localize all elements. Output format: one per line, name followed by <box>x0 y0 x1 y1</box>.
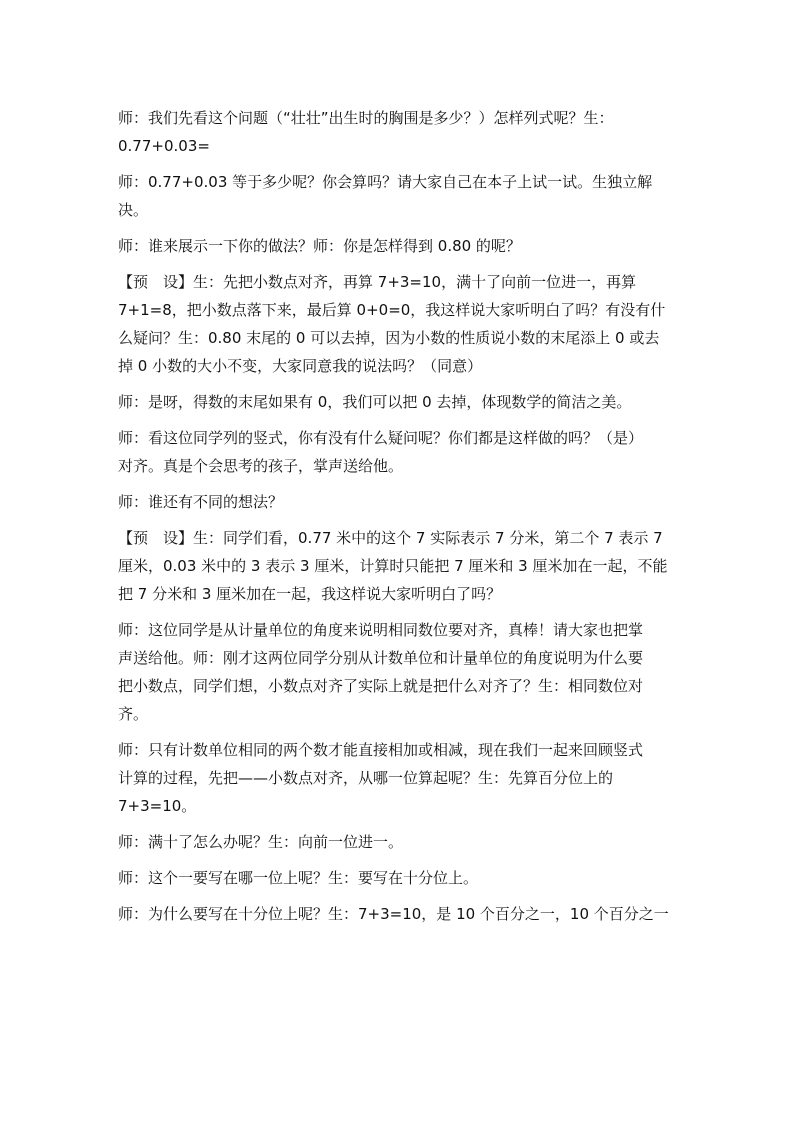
paragraph-4 <box>118 268 678 380</box>
paragraph-2 <box>118 168 678 224</box>
text-line: 7+3=10。 <box>118 797 197 815</box>
text-line: 【预 设】生：同学们看，0.77 米中的这个 7 实际表示 7 分米，第二个 7 表示 7 <box>118 529 663 547</box>
text-line: 把小数点，同学们想，小数点对齐了实际上就是把什么对齐了？生：相同数位对 <box>118 677 644 695</box>
paragraph-12 <box>118 864 678 892</box>
text-line: 7+1=8，把小数点落下来，最后算 0+0=0，我这样说大家听明白了吗？有没有什 <box>118 301 666 319</box>
text-line: 师：看这位同学列的竖式，你有没有什么疑问呢？你们都是这样做的吗？（是） <box>118 429 644 447</box>
text-line: 师：我们先看这个问题（“壮壮”出生时的胸围是多少？）怎样列式呢？生： <box>118 109 614 127</box>
paragraph-7 <box>118 488 678 516</box>
text-line: 0.77+0.03= <box>118 137 210 155</box>
paragraph-10 <box>118 736 678 820</box>
text-line: 掉 0 小数的大小不变，大家同意我的说法吗？（同意） <box>118 357 483 375</box>
text-line: 声送给他。师：刚才这两位同学分别从计数单位和计量单位的角度说明为什么要 <box>118 649 644 667</box>
text-line: 决。 <box>118 201 149 219</box>
paragraph-5 <box>118 388 678 416</box>
text-line: 师：谁来展示一下你的做法？师：你是怎样得到 0.80 的呢？ <box>118 237 521 255</box>
paragraph-1 <box>118 104 678 160</box>
text-line: 师：只有计数单位相同的两个数才能直接相加或相减，现在我们一起来回顾竖式 <box>118 741 644 759</box>
paragraph-6 <box>118 424 678 480</box>
paragraph-13 <box>118 900 678 928</box>
text-line: 师：这位同学是从计量单位的角度来说明相同数位要对齐，真棒！请大家也把掌 <box>118 621 644 639</box>
text-line: 厘米，0.03 米中的 3 表示 3 厘米，计算时只能把 7 厘米和 3 厘米加在一起，不能 <box>118 557 668 575</box>
text-line: 对齐。真是个会思考的孩子，掌声送给他。 <box>118 457 404 475</box>
paragraph-8 <box>118 524 678 608</box>
text-line: 齐。 <box>118 705 149 723</box>
text-line: 师：是呀，得数的末尾如果有 0，我们可以把 0 去掉，体现数学的简洁之美。 <box>118 393 632 411</box>
text-line: 把 7 分米和 3 厘米加在一起，我这样说大家听明白了吗？ <box>118 585 502 603</box>
document-body <box>118 104 678 936</box>
text-line: 师：这个一要写在哪一位上呢？生：要写在十分位上。 <box>118 869 479 887</box>
text-line: 么疑问？生：0.80 末尾的 0 可以去掉，因为小数的性质说小数的末尾添上 0 或去 <box>118 329 660 347</box>
text-line: 计算的过程，先把——小数点对齐，从哪一位算起呢？生：先算百分位上的 <box>118 769 614 787</box>
paragraph-11 <box>118 828 678 856</box>
text-line: 师：谁还有不同的想法？ <box>118 493 284 511</box>
text-line: 师：满十了怎么办呢？生：向前一位进一。 <box>118 833 404 851</box>
paragraph-9 <box>118 616 678 728</box>
text-line: 【预 设】生：先把小数点对齐，再算 7+3=10，满十了向前一位进一，再算 <box>118 273 637 291</box>
paragraph-3 <box>118 232 678 260</box>
text-line: 师：0.77+0.03 等于多少呢？你会算吗？请大家自己在本子上试一试。生独立解 <box>118 173 653 191</box>
text-line: 师：为什么要写在十分位上呢？生：7+3=10，是 10 个百分之一，10 个百分之一 <box>118 905 669 923</box>
